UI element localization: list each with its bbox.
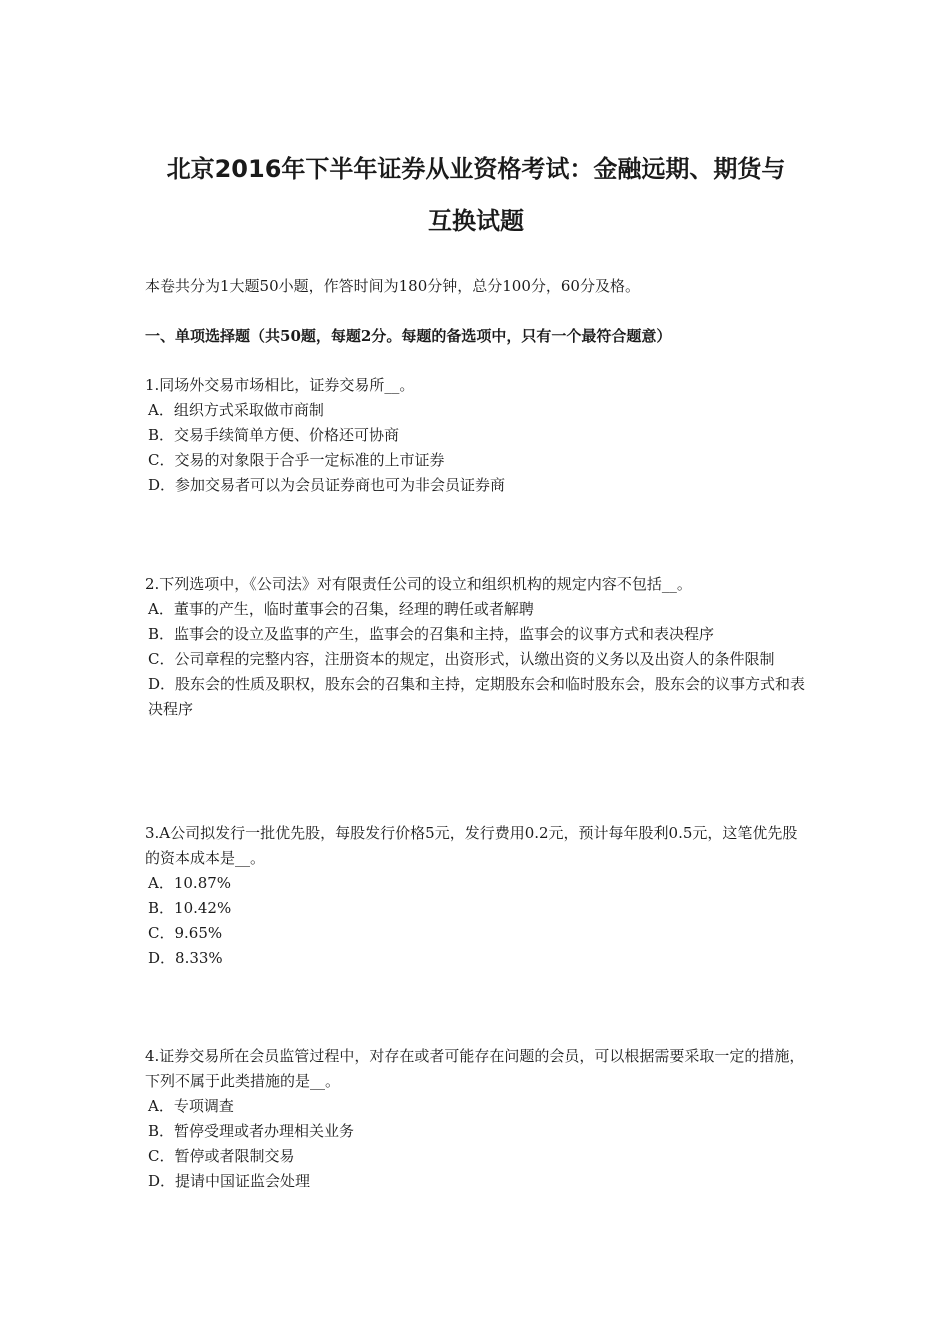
question-stem: 3.A公司拟发行一批优先股，每股发行价格5元，发行费用0.2元，预计每年股利0.5元，这笔优先股的资本成本是__。 bbox=[145, 824, 798, 867]
option-d: D．股东会的性质及职权，股东会的召集和主持，定期股东会和临时股东会，股东会的议事方式和表决程序 bbox=[148, 675, 806, 718]
option-a: A．专项调查 bbox=[148, 1097, 234, 1115]
document-title-line-2: 互换试题 bbox=[428, 207, 524, 235]
question-stem: 2.下列选项中，《公司法》对有限责任公司的设立和组织机构的规定内容不包括__。 bbox=[145, 575, 692, 593]
option-c: C．交易的对象限于合乎一定标准的上市证券 bbox=[148, 451, 445, 469]
option-d: D．8.33% bbox=[148, 949, 223, 967]
option-a: A．董事的产生，临时董事会的召集，经理的聘任或者解聘 bbox=[148, 600, 534, 618]
option-b: B．10.42% bbox=[148, 899, 232, 917]
question-stem: 1.同场外交易市场相比，证券交易所__。 bbox=[145, 376, 415, 394]
option-b: B．监事会的设立及监事的产生，监事会的召集和主持，监事会的议事方式和表决程序 bbox=[148, 625, 715, 643]
option-a: A．10.87% bbox=[148, 874, 232, 892]
question-4 bbox=[145, 1044, 807, 1194]
option-b: B．交易手续简单方便、价格还可协商 bbox=[148, 426, 400, 444]
section-heading: 一、单项选择题（共50题，每题2分。每题的备选项中，只有一个最符合题意） bbox=[145, 327, 672, 345]
option-a: A．组织方式采取做市商制 bbox=[148, 401, 324, 419]
option-b: B．暂停受理或者办理相关业务 bbox=[148, 1122, 355, 1140]
question-1 bbox=[145, 373, 807, 498]
question-stem: 4.证券交易所在会员监管过程中，对存在或者可能存在问题的会员，可以根据需要采取一定的措施，下列不属于此类措施的是__。 bbox=[145, 1047, 805, 1090]
question-2 bbox=[145, 572, 807, 722]
option-c: C．9.65% bbox=[148, 924, 223, 942]
option-c: C．暂停或者限制交易 bbox=[148, 1147, 295, 1165]
question-3 bbox=[145, 821, 807, 971]
option-d: D．提请中国证监会处理 bbox=[148, 1172, 311, 1190]
option-d: D．参加交易者可以为会员证券商也可为非会员证券商 bbox=[148, 476, 506, 494]
exam-intro: 本卷共分为1大题50小题，作答时间为180分钟，总分100分，60分及格。 bbox=[145, 277, 640, 295]
option-c: C．公司章程的完整内容，注册资本的规定，出资形式，认缴出资的义务以及出资人的条件限制 bbox=[148, 650, 775, 668]
document-title-line-1: 北京2016年下半年证券从业资格考试：金融远期、期货与 bbox=[166, 155, 786, 183]
